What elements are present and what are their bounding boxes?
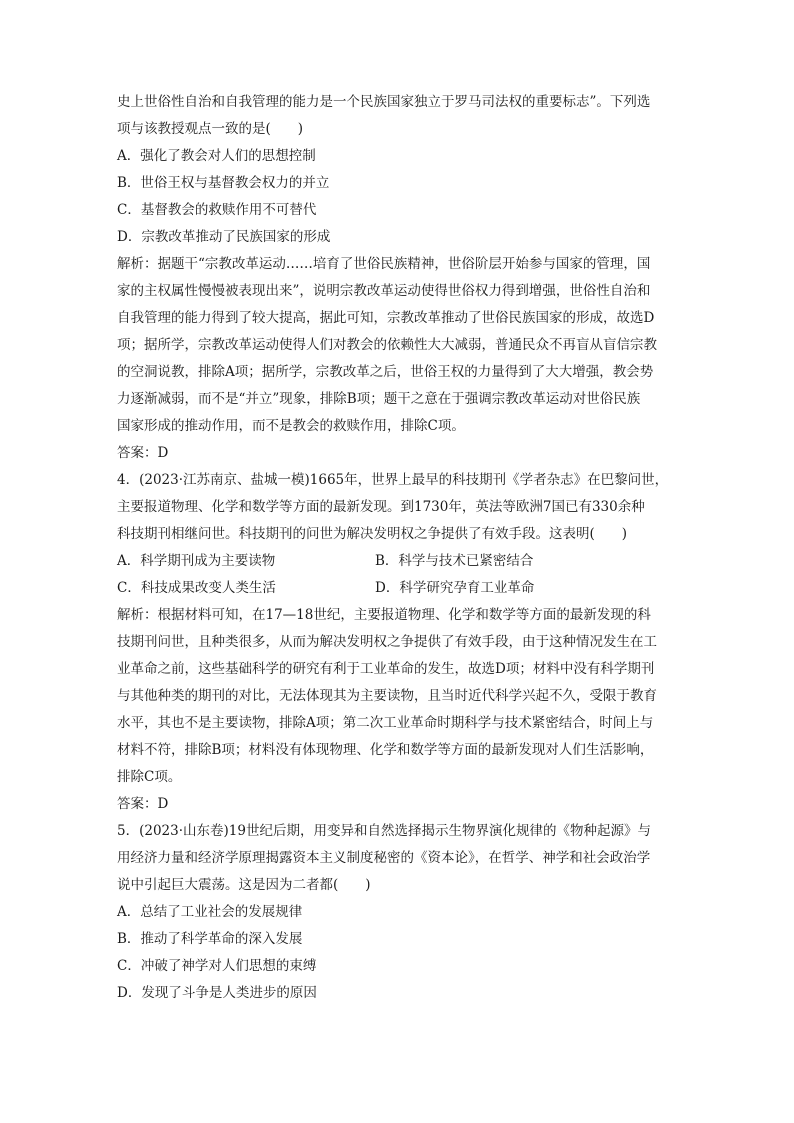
q4-analysis-line: 材料不符，排除B项；材料没有体现物理、化学和数学等方面的最新发现对人们生活影响， bbox=[117, 742, 654, 758]
q4-analysis-line: 排除C项。 bbox=[117, 769, 182, 785]
q4-option-a: A．科学期刊成为主要读物 bbox=[117, 553, 276, 569]
q4-analysis-line: 与其他种类的期刊的对比，无法体现其为主要读物，且当时近代科学兴起不久，受限于教育 bbox=[117, 688, 657, 704]
q4-stem-line: 4．(2023·江苏南京、盐城一模)1665年，世界上最早的科技期刊《学者杂志》在巴黎问世， bbox=[117, 472, 669, 488]
q4-option-d: D．科学研究孕育工业革命 bbox=[375, 580, 535, 596]
q4-option-b: B．科学与技术已紧密结合 bbox=[375, 553, 534, 569]
q3-analysis-line: 力逐渐减弱，而不是“并立”现象，排除B项；题干之意在于强调宗教改革运动对世俗民族 bbox=[117, 391, 641, 407]
q3-analysis-line: 自我管理的能力得到了较大提高，据此可知，宗教改革推动了世俗民族国家的形成，故选D bbox=[117, 310, 655, 326]
q3-option-d: D．宗教改革推动了民族国家的形成 bbox=[117, 229, 331, 245]
q3-analysis-line: 的空洞说教，排除A项；据所学，宗教改革之后，世俗王权的力量得到了大大增强，教会势 bbox=[117, 364, 654, 380]
q4-analysis-line: 水平，其也不是主要读物，排除A项；第二次工业革命时期科学与技术紧密结合，时间上与 bbox=[117, 715, 654, 731]
q4-options-row bbox=[117, 575, 687, 602]
q5-option-a: A．总结了工业社会的发展规律 bbox=[117, 904, 303, 920]
q3-analysis-line: 国家形成的推动作用，而不是教会的救赎作用，排除C项。 bbox=[117, 418, 465, 434]
q3-option-b: B．世俗王权与基督教会权力的并立 bbox=[117, 175, 330, 191]
q3-analysis-line: 解析：据题干“宗教改革运动……培育了世俗民族精神，世俗阶层开始参与国家的管理，国 bbox=[117, 256, 651, 272]
q4-option-c: C．科技成果改变人类生活 bbox=[117, 580, 276, 596]
q4-stem-line: 科技期刊相继问世。科技期刊的问世为解决发明权之争提供了有效手段。这表明( ) bbox=[117, 526, 628, 542]
q4-stem-line: 主要报道物理、化学和数学等方面的最新发现。到1730年，英法等欧洲7国已有330余种 bbox=[117, 499, 645, 515]
q4-options-row bbox=[117, 548, 687, 575]
q3-answer: 答案：D bbox=[117, 445, 169, 461]
q5-stem-line: 说中引起巨大震荡。这是因为二者都( ) bbox=[117, 877, 371, 893]
q3-analysis-line: 项；据所学，宗教改革运动使得人们对教会的依赖性大大减弱，普通民众不再盲从盲信宗教 bbox=[117, 337, 657, 353]
q5-stem-line: 5．(2023·山东卷)19世纪后期，用变异和自然选择揭示生物界演化规律的《物种起源》与 bbox=[117, 823, 651, 839]
page-content bbox=[117, 89, 687, 1007]
q3-option-c: C．基督教会的救赎作用不可替代 bbox=[117, 202, 317, 218]
q5-stem-line: 用经济力量和经济学原理揭露资本主义制度秘密的《资本论》，在哲学、神学和社会政治学 bbox=[117, 850, 651, 866]
q4-analysis-line: 业革命之前，这些基础科学的研究有利于工业革命的发生，故选D项；材料中没有科学期刊 bbox=[117, 661, 655, 677]
q4-analysis-line: 技期刊问世，且种类很多，从而为解决发明权之争提供了有效手段，由于这种情况发生在工 bbox=[117, 634, 657, 650]
q3-analysis-line: 家的主权属性慢慢被表现出来”，说明宗教改革运动使得世俗权力得到增强，世俗性自治和 bbox=[117, 283, 651, 299]
q5-option-c: C．冲破了神学对人们思想的束缚 bbox=[117, 958, 317, 974]
q3-stem-line: 项与该教授观点一致的是( ) bbox=[117, 121, 304, 137]
q4-analysis-line: 解析：根据材料可知，在17—18世纪，主要报道物理、化学和数学等方面的最新发现的科 bbox=[117, 607, 651, 623]
q3-option-a: A．强化了教会对人们的思想控制 bbox=[117, 148, 316, 164]
q3-stem-line: 史上世俗性自治和自我管理的能力是一个民族国家独立于罗马司法权的重要标志”。下列选 bbox=[117, 94, 651, 110]
q5-option-b: B．推动了科学革命的深入发展 bbox=[117, 931, 303, 947]
q4-answer: 答案：D bbox=[117, 796, 169, 812]
q5-option-d: D．发现了斗争是人类进步的原因 bbox=[117, 985, 317, 1001]
